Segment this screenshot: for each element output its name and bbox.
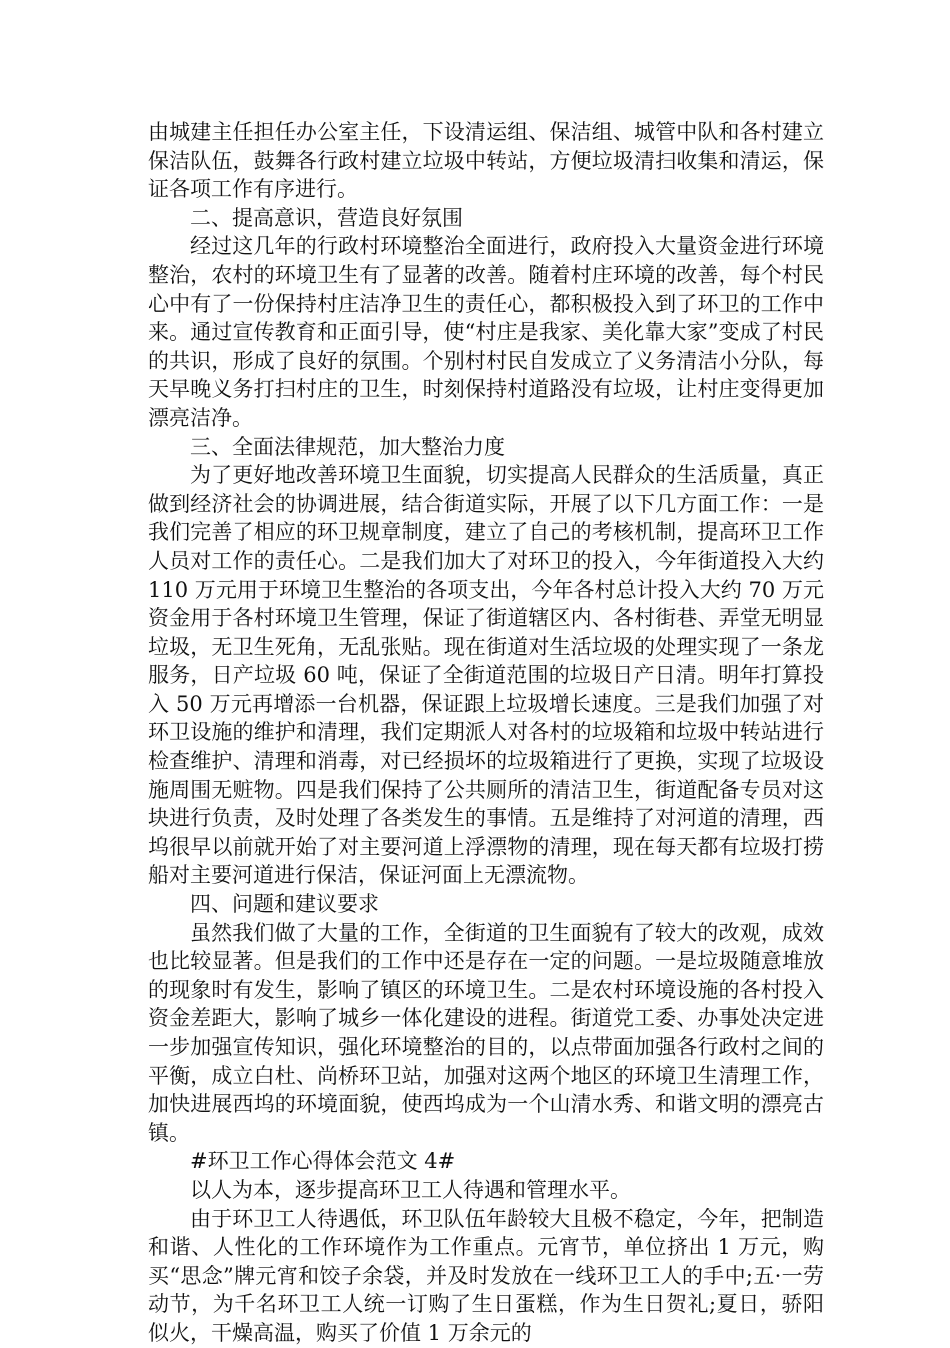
subheading: 以人为本，逐步提高环卫工人待遇和管理水平。 (190, 1177, 631, 1202)
paragraph-continuation: 由城建主任担任办公室主任，下设清运组、保洁组、城管中队和各村建立保洁队伍，鼓舞各行政村建立垃圾中转站，方便垃圾清扫收集和清运，保证各项工作有序进行。 (148, 120, 824, 202)
paragraph: 由于环卫工人待遇低，环卫队伍年龄较大且极不稳定，今年，把制造和谐、人性化的工作环境作为工作重点。元宵节，单位挤出 1 万元，购买“思念”牌元宵和饺子余袋，并及时发放在一线环卫工人的手中;五·一劳动节，为千名环卫工人统一订购了生日蛋糕，作为生日贺礼;夏日，骄阳似火，干燥高温，购买了价值 1 万余元的 (148, 1206, 824, 1345)
section-heading-3: 三、全面法律规范，加大整治力度 (190, 434, 505, 459)
sample-title: #环卫工作心得体会范文 4# (190, 1149, 456, 1174)
paragraph: 为了更好地改善环境卫生面貌，切实提高人民群众的生活质量，真正做到经济社会的协调进展，结合街道实际，开展了以下几方面工作：一是我们完善了相应的环卫规章制度，建立了自己的考核机制，提高环卫工作人员对工作的责任心。二是我们加大了对环卫的投入，今年街道投入大约 110 万元用于环境卫生整治的各项支出，今年各村总计投入大约 70 万元资金用于各村环境卫生管理，保证了街道辖区内、各村街巷、弄堂无明显垃圾，无卫生死角，无乱张贴。现在街道对生活垃圾的处理实现了一条龙服务，日产垃圾 60 吨，保证了全街道范围的垃圾日产日清。明年打算投入 50 万元再增添一台机器，保证跟上垃圾增长速度。三是我们加强了对环卫设施的维护和清理，我们定期派人对各村的垃圾箱和垃圾中转站进行检查维护、清理和消毒，对已经损坏的垃圾箱进行了更换，实现了垃圾设施周围无赃物。四是我们保持了公共厕所的清洁卫生，街道配备专员对这块进行负责，及时处理了各类发生的事情。五是维持了对河道的清理，西坞很早以前就开始了对主要河道上浮漂物的清理，现在每天都有垃圾打捞船对主要河道进行保洁，保证河面上无漂流物。 (148, 463, 824, 888)
section-heading-4: 四、问题和建议要求 (190, 892, 379, 917)
document-body (148, 118, 824, 1348)
paragraph: 经过这几年的行政村环境整治全面进行，政府投入大量资金进行环境整治，农村的环境卫生有了显著的改善。随着村庄环境的改善，每个村民心中有了一份保持村庄洁净卫生的责任心，都积极投入到了环卫的工作中来。通过宣传教育和正面引导，使“村庄是我家、美化靠大家”变成了村民的共识，形成了良好的氛围。个别村村民自发成立了义务清洁小分队，每天早晚义务打扫村庄的卫生，时刻保持村道路没有垃圾，让村庄变得更加漂亮洁净。 (148, 234, 824, 430)
section-heading-2: 二、提高意识，营造良好氛围 (190, 205, 463, 230)
paragraph: 虽然我们做了大量的工作，全街道的卫生面貌有了较大的改观，成效也比较显著。但是我们的工作中还是存在一定的问题。一是垃圾随意堆放的现象时有发生，影响了镇区的环境卫生。二是农村环境设施的各村投入资金差距大，影响了城乡一体化建设的进程。街道党工委、办事处决定进一步加强宣传知识，强化环境整治的目的，以点带面加强各行政村之间的平衡，成立白杜、尚桥环卫站，加强对这两个地区的环境卫生清理工作，加快进展西坞的环境面貌，使西坞成为一个山清水秀、和谐文明的漂亮古镇。 (148, 920, 824, 1145)
